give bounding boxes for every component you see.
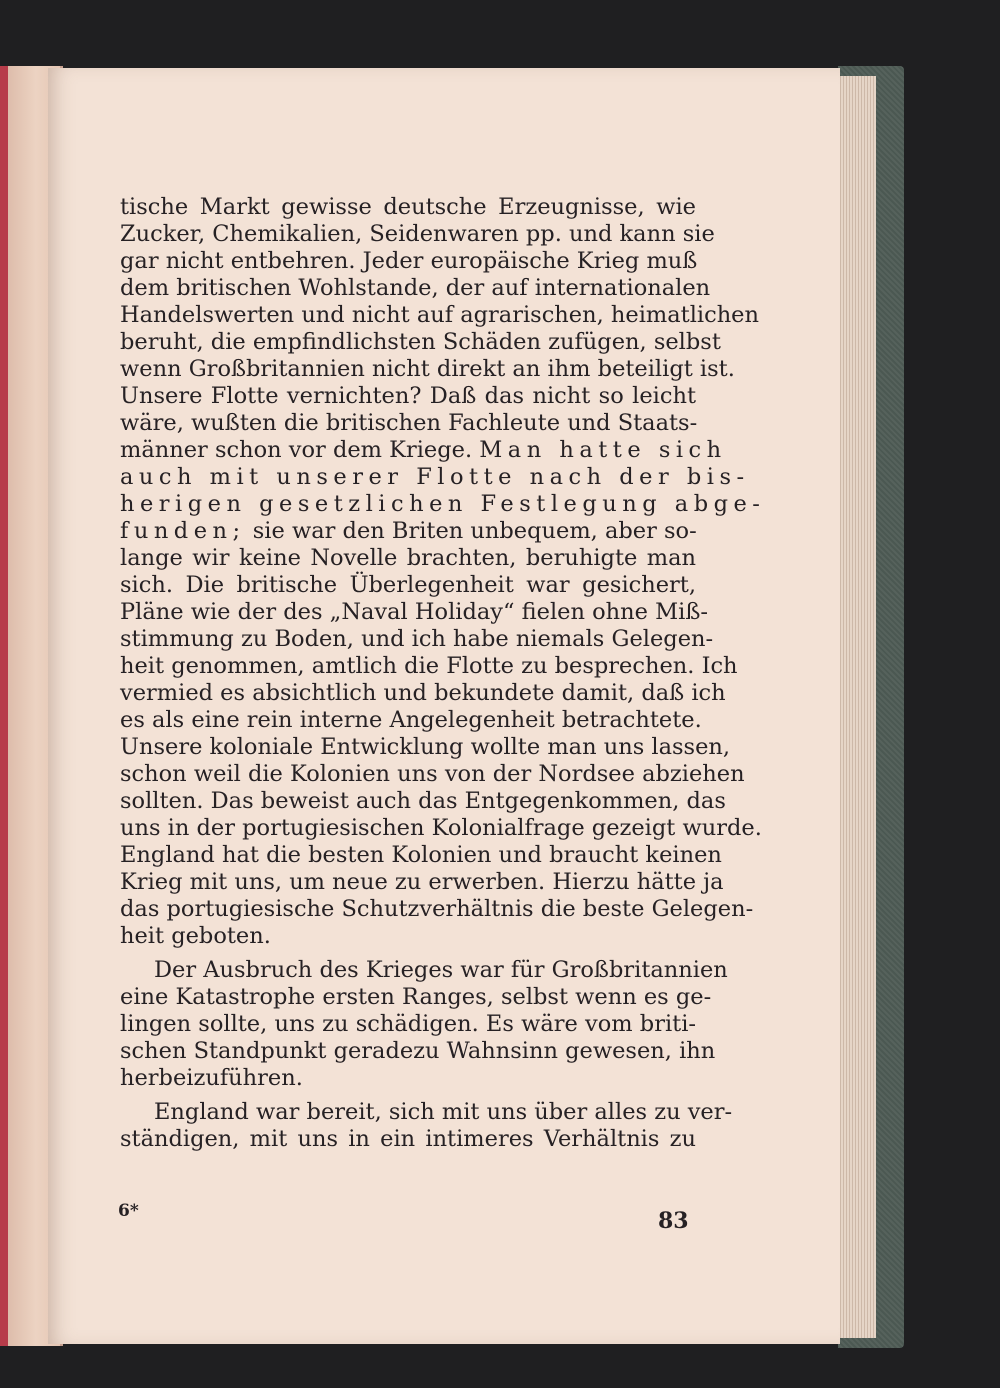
text-line: wenn Großbritannien nicht direkt an ihm beteiligt ist. bbox=[120, 356, 735, 382]
text-line: heit genommen, amtlich die Flotte zu besprechen. Ich bbox=[120, 653, 738, 679]
text-line: heit geboten. bbox=[120, 923, 271, 949]
text-line: Pläne wie der des „Naval Holiday“ fielen ohne Miß- bbox=[120, 599, 708, 625]
text-line: stimmung zu Boden, und ich habe niemals Gelegen- bbox=[120, 626, 714, 652]
text-line bbox=[120, 518, 696, 545]
signature-mark: 6* bbox=[118, 1201, 139, 1221]
text-line: herigen gesetzlichen Festlegung abge- bbox=[120, 491, 766, 517]
text-segment: männer schon vor dem Kriege. bbox=[120, 437, 473, 463]
text-line: Unsere Flotte vernichten? Daß das nicht so leicht bbox=[120, 383, 696, 409]
text-line: es als eine rein interne Angelegenheit betrachtete. bbox=[120, 707, 702, 733]
text-line: herbeizuführen. bbox=[120, 1065, 303, 1091]
text-line: lange wir keine Novelle brachten, beruhigte man bbox=[120, 545, 696, 571]
text-line: sich. Die britische Überlegenheit war gesichert, bbox=[120, 572, 696, 598]
text-line: Krieg mit uns, um neue zu erwerben. Hierzu hätte ja bbox=[120, 869, 724, 895]
text-line: lingen sollte, uns zu schädigen. Es wäre vom briti- bbox=[120, 1011, 696, 1037]
text-line: dem britischen Wohlstande, der auf internationalen bbox=[120, 275, 711, 301]
text-line: wäre, wußten die britischen Fachleute und Staats- bbox=[120, 410, 698, 436]
text-line: uns in der portugiesischen Kolonialfrage gezeigt wurde. bbox=[120, 815, 762, 841]
text-line: Zucker, Chemikalien, Seidenwaren pp. und kann sie bbox=[120, 221, 715, 247]
text-line: gar nicht entbehren. Jeder europäische Krieg muß bbox=[120, 248, 698, 274]
text-line: ständigen, mit uns in ein intimeres Verhältnis zu bbox=[120, 1126, 696, 1152]
text-line: eine Katastrophe ersten Ranges, selbst wenn es ge- bbox=[120, 984, 712, 1010]
text-line: Handelswerten und nicht auf agrarischen, heimatlichen bbox=[120, 302, 759, 328]
page-number: 83 bbox=[658, 1208, 689, 1234]
text-line: vermied es absichtlich und bekundete damit, daß ich bbox=[120, 680, 726, 706]
text-line: das portugiesische Schutzverhältnis die beste Gelegen- bbox=[120, 896, 754, 922]
spaced-text: funden; bbox=[120, 518, 246, 544]
left-cover-edge bbox=[0, 66, 8, 1346]
text-line: sollten. Das beweist auch das Entgegenkommen, das bbox=[120, 788, 726, 814]
text-line: schen Standpunkt geradezu Wahnsinn gewesen, ihn bbox=[120, 1038, 716, 1064]
spaced-text: Man hatte sich bbox=[479, 437, 727, 463]
text-segment: sie war den Briten unbequem, aber so- bbox=[252, 518, 697, 544]
text-line: Der Ausbruch des Krieges war für Großbritannien bbox=[154, 957, 728, 983]
text-line: England war bereit, sich mit uns über alles zu ver- bbox=[154, 1099, 733, 1125]
text-line: tische Markt gewisse deutsche Erzeugnisse, wie bbox=[120, 194, 696, 220]
text-line: schon weil die Kolonien uns von der Nordsee abziehen bbox=[120, 761, 745, 787]
text-line: Unsere koloniale Entwicklung wollte man uns lassen, bbox=[120, 734, 731, 760]
book-page bbox=[48, 68, 840, 1344]
body-text bbox=[120, 194, 766, 1153]
text-line bbox=[120, 437, 727, 464]
text-line: beruht, die empfindlichsten Schäden zufügen, selbst bbox=[120, 329, 721, 355]
text-line: England hat die besten Kolonien und braucht keinen bbox=[120, 842, 722, 868]
text-line: auch mit unserer Flotte nach der bis- bbox=[120, 464, 750, 490]
